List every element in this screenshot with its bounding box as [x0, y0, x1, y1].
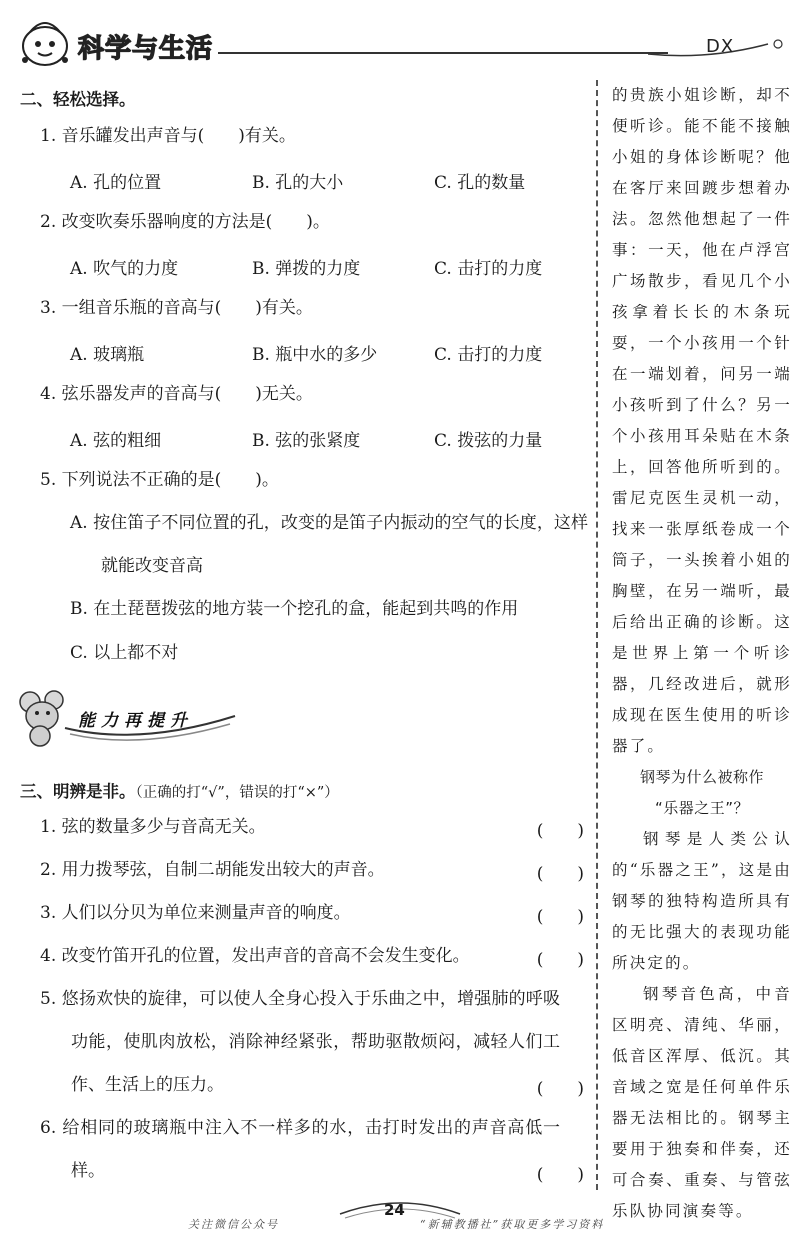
answer-paren-3[interactable]: ( )	[536, 907, 584, 927]
answer-paren-2[interactable]: ( )	[536, 864, 584, 884]
sidebar-reading	[596, 80, 792, 1220]
banner-title: 能力再提升	[78, 711, 193, 731]
question-2: 2. 改变吹奏乐器响度的方法是( )。	[40, 212, 330, 232]
question-5: 5. 下列说法不正确的是( )。	[40, 470, 279, 490]
option-3c: C. 击打的力度	[434, 345, 543, 365]
option-4c: C. 拨弦的力量	[434, 431, 543, 451]
option-5c: C. 以上都不对	[70, 643, 179, 663]
option-1a: A. 孔的位置	[70, 173, 162, 193]
brand-title: 科学与生活	[78, 34, 214, 64]
judge-1: 1. 弦的数量多少与音高无关。	[40, 817, 266, 837]
question-4: 4. 弦乐器发声的音高与( )无关。	[40, 384, 313, 404]
option-2b: B. 弹拨的力度	[252, 259, 361, 279]
option-4b: B. 弦的张紧度	[252, 431, 361, 451]
section-3-note: （正确的打“√”，错误的打“×”）	[135, 785, 339, 801]
option-5a: A. 按住笛子不同位置的孔，改变的是笛子内振动的空气的长度，这样就能改变音高	[70, 513, 588, 576]
section-3-title-text: 三、明辨是非。	[20, 782, 136, 801]
option-2c: C. 击打的力度	[434, 259, 543, 279]
option-1b: B. 孔的大小	[252, 173, 344, 193]
judge-5: 5. 悠扬欢快的旋律，可以使人全身心投入于乐曲之中，增强肺的呼吸功能，使肌肉放松，消除神经紧张，帮助驱散烦闷，减轻人们工作、生活上的压力。	[40, 989, 560, 1095]
answer-paren-5[interactable]: ( )	[536, 1079, 584, 1099]
option-4a: A. 弦的粗细	[70, 431, 162, 451]
judge-6: 6. 给相同的玻璃瓶中注入不一样多的水，击打时发出的声音高低一样。	[40, 1118, 560, 1181]
option-1c: C. 孔的数量	[434, 173, 526, 193]
option-3b: B. 瓶中水的多少	[252, 345, 378, 365]
option-2a: A. 吹气的力度	[70, 259, 179, 279]
sidebar-heading-line-2: “乐器之王”？	[654, 799, 750, 817]
option-3a: A. 玻璃瓶	[70, 345, 145, 365]
sidebar-paragraph-2: 钢琴是人类公认的“乐器之王”，这是由钢琴的独特构造所具有的无比强大的表现功能所决定的。	[612, 830, 792, 972]
edition-code: DX	[706, 36, 735, 57]
option-5b: B. 在土琵琶拨弦的地方装一个挖孔的盒，能起到共鸣的作用	[70, 599, 519, 619]
judge-3: 3. 人们以分贝为单位来测量声音的响度。	[40, 903, 351, 923]
section-3-title	[20, 778, 339, 802]
answer-paren-1[interactable]: ( )	[536, 821, 584, 841]
judge-4: 4. 改变竹笛开孔的位置，发出声音的音高不会发生变化。	[40, 946, 470, 966]
judge-2: 2. 用力拨琴弦，自制二胡能发出较大的声音。	[40, 860, 385, 880]
sidebar-paragraph-3: 钢琴音色高，中音区明亮、清纯、华丽，低音区浑厚、低沉。其音域之宽是任何单件乐器无法相比的。钢琴主要用于独奏和伴奏，还可合奏、重奏、与管弦乐队协同演奏等。	[612, 985, 792, 1220]
answer-paren-4[interactable]: ( )	[536, 950, 584, 970]
footer-text-right: “新辅教播社”获取更多学习资料	[420, 1218, 605, 1231]
page-number: 24	[384, 1201, 405, 1219]
sidebar-heading-line-1: 钢琴为什么被称作	[639, 768, 764, 786]
answer-paren-6[interactable]: ( )	[536, 1165, 584, 1185]
section-2-title: 二、轻松选择。	[20, 90, 136, 109]
question-3: 3. 一组音乐瓶的音高与( )有关。	[40, 298, 313, 318]
sidebar-paragraph-1: 的贵族小姐诊断，却不便听诊。能不能不接触小姐的身体诊断呢？他在客厅来回踱步想着办法。忽然他想起了一件事：一天，他在卢浮宫广场散步，看见几个小孩拿着长长的木条玩耍，一个小孩用一个针在一端划着，问另一端小孩听到了什么？另一个小孩用耳朵贴在木条上，回答他所听到的。雷尼克医生灵机一动，找来一张厚纸卷成一个筒子，一头挨着小姐的胸壁，在另一端听，最后给出正确的诊断。这是世界上第一个听诊器，几经改进后，就形成现在医生使用的听诊器了。	[612, 86, 792, 755]
footer-text-left: 关注微信公众号	[188, 1218, 279, 1231]
question-1: 1. 音乐罐发出声音与( )有关。	[40, 126, 296, 146]
